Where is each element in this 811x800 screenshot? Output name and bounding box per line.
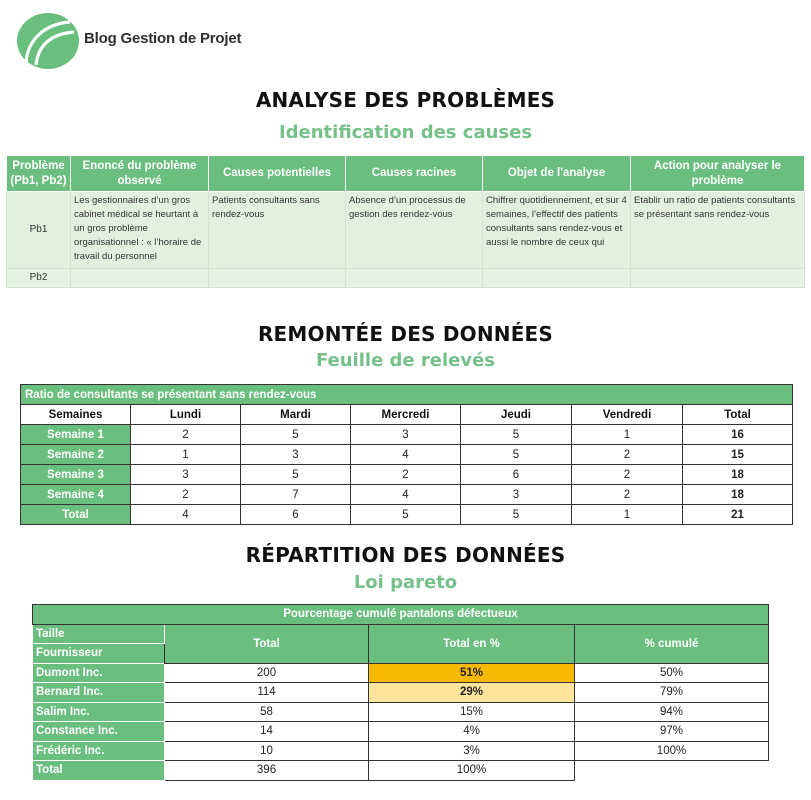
header-probleme: Problème (Pb1, Pb2)	[7, 156, 71, 192]
row-label: Total	[33, 761, 165, 781]
section3-subtitle: Loi pareto	[353, 572, 458, 593]
header-total: Total	[165, 624, 369, 663]
problem-statement: Les gestionnaires d’un gros cabinet médical se heurtant à un gros problème organisationnel : « l’horaire de travail du personnel	[71, 192, 209, 269]
analysis-object: Chiffrer quotidiennement, et sur 4 semaines, l’effectif des patients consultants sans rendez-vous et aussi le nombre de ceux qui	[483, 192, 631, 269]
table-cell: 50%	[575, 663, 769, 683]
table-cell: 2	[351, 465, 461, 485]
row-total: 18	[683, 485, 793, 505]
header-fournisseur: Fournisseur	[33, 644, 165, 664]
table-cell: 2	[131, 425, 241, 445]
brand-logo-icon	[16, 12, 80, 70]
table-row	[21, 425, 793, 445]
table-cell: 100%	[369, 761, 575, 781]
table-cell: 5	[351, 505, 461, 525]
table-cell: 3	[461, 485, 572, 505]
table-cell: 7	[241, 485, 351, 505]
table-cell	[209, 269, 346, 288]
root-causes: Absence d’un processus de gestion des rendez-vous	[346, 192, 483, 269]
header-causes-potentielles: Causes potentielles	[209, 156, 346, 192]
table-row	[7, 269, 805, 288]
records-caption: Ratio de consultants se présentant sans rendez-vous	[21, 385, 793, 405]
table-cell: 4	[131, 505, 241, 525]
row-label: Dumont Inc.	[33, 663, 165, 683]
table-row	[21, 465, 793, 485]
table-cell: 3	[241, 445, 351, 465]
row-label: Bernard Inc.	[33, 683, 165, 703]
causes-table	[6, 155, 805, 288]
table-cell: 2	[131, 485, 241, 505]
section1-title: ANALYSE DES PROBLÈMES	[255, 88, 556, 112]
table-cell: 3	[351, 425, 461, 445]
records-table	[20, 384, 793, 525]
table-cell: 15%	[369, 702, 575, 722]
table-cell: 14	[165, 722, 369, 742]
row-total: 18	[683, 465, 793, 485]
table-cell: 97%	[575, 722, 769, 742]
brand-name: Blog Gestion de Projet	[84, 30, 242, 47]
analysis-action: Etablir un ratio de patients consultants se présentant sans rendez-vous	[631, 192, 805, 269]
table-row	[33, 702, 769, 722]
header-action: Action pour analyser le problème	[631, 156, 805, 192]
row-label: Semaine 2	[21, 445, 131, 465]
row-total: 21	[683, 505, 793, 525]
row-label: Semaine 1	[21, 425, 131, 445]
table-cell: 2	[572, 445, 683, 465]
table-row	[33, 663, 769, 683]
section2-subtitle: Feuille de relevés	[315, 350, 496, 371]
header-causes-racines: Causes racines	[346, 156, 483, 192]
header-objet: Objet de l'analyse	[483, 156, 631, 192]
table-cell	[483, 269, 631, 288]
table-cell: 6	[461, 465, 572, 485]
potential-causes: Patients consultants sans rendez-vous	[209, 192, 346, 269]
row-label: Semaine 3	[21, 465, 131, 485]
table-cell: 5	[241, 465, 351, 485]
table-cell: 6	[241, 505, 351, 525]
table-cell: 4%	[369, 722, 575, 742]
table-cell: 5	[461, 505, 572, 525]
row-label: Salim Inc.	[33, 702, 165, 722]
table-cell: 10	[165, 741, 369, 761]
table-row	[21, 485, 793, 505]
table-cell: 29%	[369, 683, 575, 703]
table-cell: 100%	[575, 741, 769, 761]
table-cell: 5	[241, 425, 351, 445]
table-cell: 114	[165, 683, 369, 703]
header-mercredi: Mercredi	[351, 405, 461, 425]
row-label: Semaine 4	[21, 485, 131, 505]
table-cell: 396	[165, 761, 369, 781]
table-cell: 5	[461, 445, 572, 465]
table-cell	[346, 269, 483, 288]
header-cumulative-percent: % cumulé	[575, 624, 769, 663]
table-cell	[71, 269, 209, 288]
pareto-table	[32, 604, 769, 781]
row-total: 15	[683, 445, 793, 465]
table-row	[33, 722, 769, 742]
table-row	[21, 445, 793, 465]
section2-title: REMONTÉE DES DONNÉES	[257, 322, 554, 346]
table-cell: 94%	[575, 702, 769, 722]
table-row	[33, 761, 769, 781]
header-mardi: Mardi	[241, 405, 351, 425]
header-taille: Taille	[33, 624, 165, 644]
header-lundi: Lundi	[131, 405, 241, 425]
table-cell	[631, 269, 805, 288]
table-cell: 2	[572, 485, 683, 505]
table-cell: 51%	[369, 663, 575, 683]
header-enonce: Enoncé du problème observé	[71, 156, 209, 192]
table-row	[33, 741, 769, 761]
table-cell: 1	[572, 425, 683, 445]
table-cell: 1	[131, 445, 241, 465]
problem-id: Pb2	[7, 269, 71, 288]
header-total: Total	[683, 405, 793, 425]
pareto-caption: Pourcentage cumulé pantalons défectueux	[33, 605, 769, 625]
header-vendredi: Vendredi	[572, 405, 683, 425]
row-label: Constance Inc.	[33, 722, 165, 742]
row-label: Frédéric Inc.	[33, 741, 165, 761]
empty-cell	[575, 761, 769, 781]
header-total-percent: Total en %	[369, 624, 575, 663]
section3-title: RÉPARTITION DES DONNÉES	[245, 543, 566, 567]
table-row	[7, 192, 805, 269]
table-cell: 200	[165, 663, 369, 683]
header-jeudi: Jeudi	[461, 405, 572, 425]
table-cell: 4	[351, 445, 461, 465]
table-cell: 5	[461, 425, 572, 445]
table-cell: 1	[572, 505, 683, 525]
section1-subtitle: Identification des causes	[278, 122, 533, 143]
table-cell: 2	[572, 465, 683, 485]
table-row	[33, 683, 769, 703]
table-cell: 79%	[575, 683, 769, 703]
row-label: Total	[21, 505, 131, 525]
row-total: 16	[683, 425, 793, 445]
header-semaines: Semaines	[21, 405, 131, 425]
problem-id: Pb1	[7, 192, 71, 269]
table-cell: 3	[131, 465, 241, 485]
table-row	[21, 505, 793, 525]
table-cell: 4	[351, 485, 461, 505]
table-cell: 58	[165, 702, 369, 722]
table-cell: 3%	[369, 741, 575, 761]
